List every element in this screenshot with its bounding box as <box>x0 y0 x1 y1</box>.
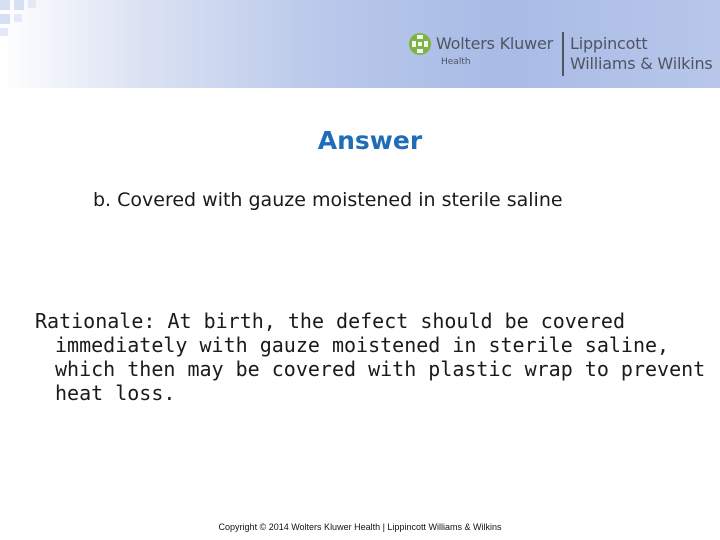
lww-line-1: Lippincott <box>570 34 648 53</box>
publisher-logo <box>408 30 720 80</box>
copyright-footer: Copyright © 2014 Wolters Kluwer Health | Lippincott Williams & Wilkins <box>218 522 502 532</box>
wolters-kluwer-globe-icon <box>408 32 432 56</box>
answer-text: b. Covered with gauze moistened in sterile saline <box>93 189 563 211</box>
logo-divider <box>562 32 564 76</box>
lippincott-wordmark <box>570 34 713 74</box>
lww-line-2: Williams & Wilkins <box>570 54 713 73</box>
rationale-text: Rationale: At birth, the defect should be covered immediately with gauze moistened in sterile saline, which then may be covered with plastic wrap to prevent heat loss. <box>35 309 706 405</box>
health-wordmark: Health <box>441 57 471 67</box>
slide-title: Answer <box>317 126 423 155</box>
wolters-kluwer-wordmark: Wolters Kluwer <box>436 34 554 53</box>
